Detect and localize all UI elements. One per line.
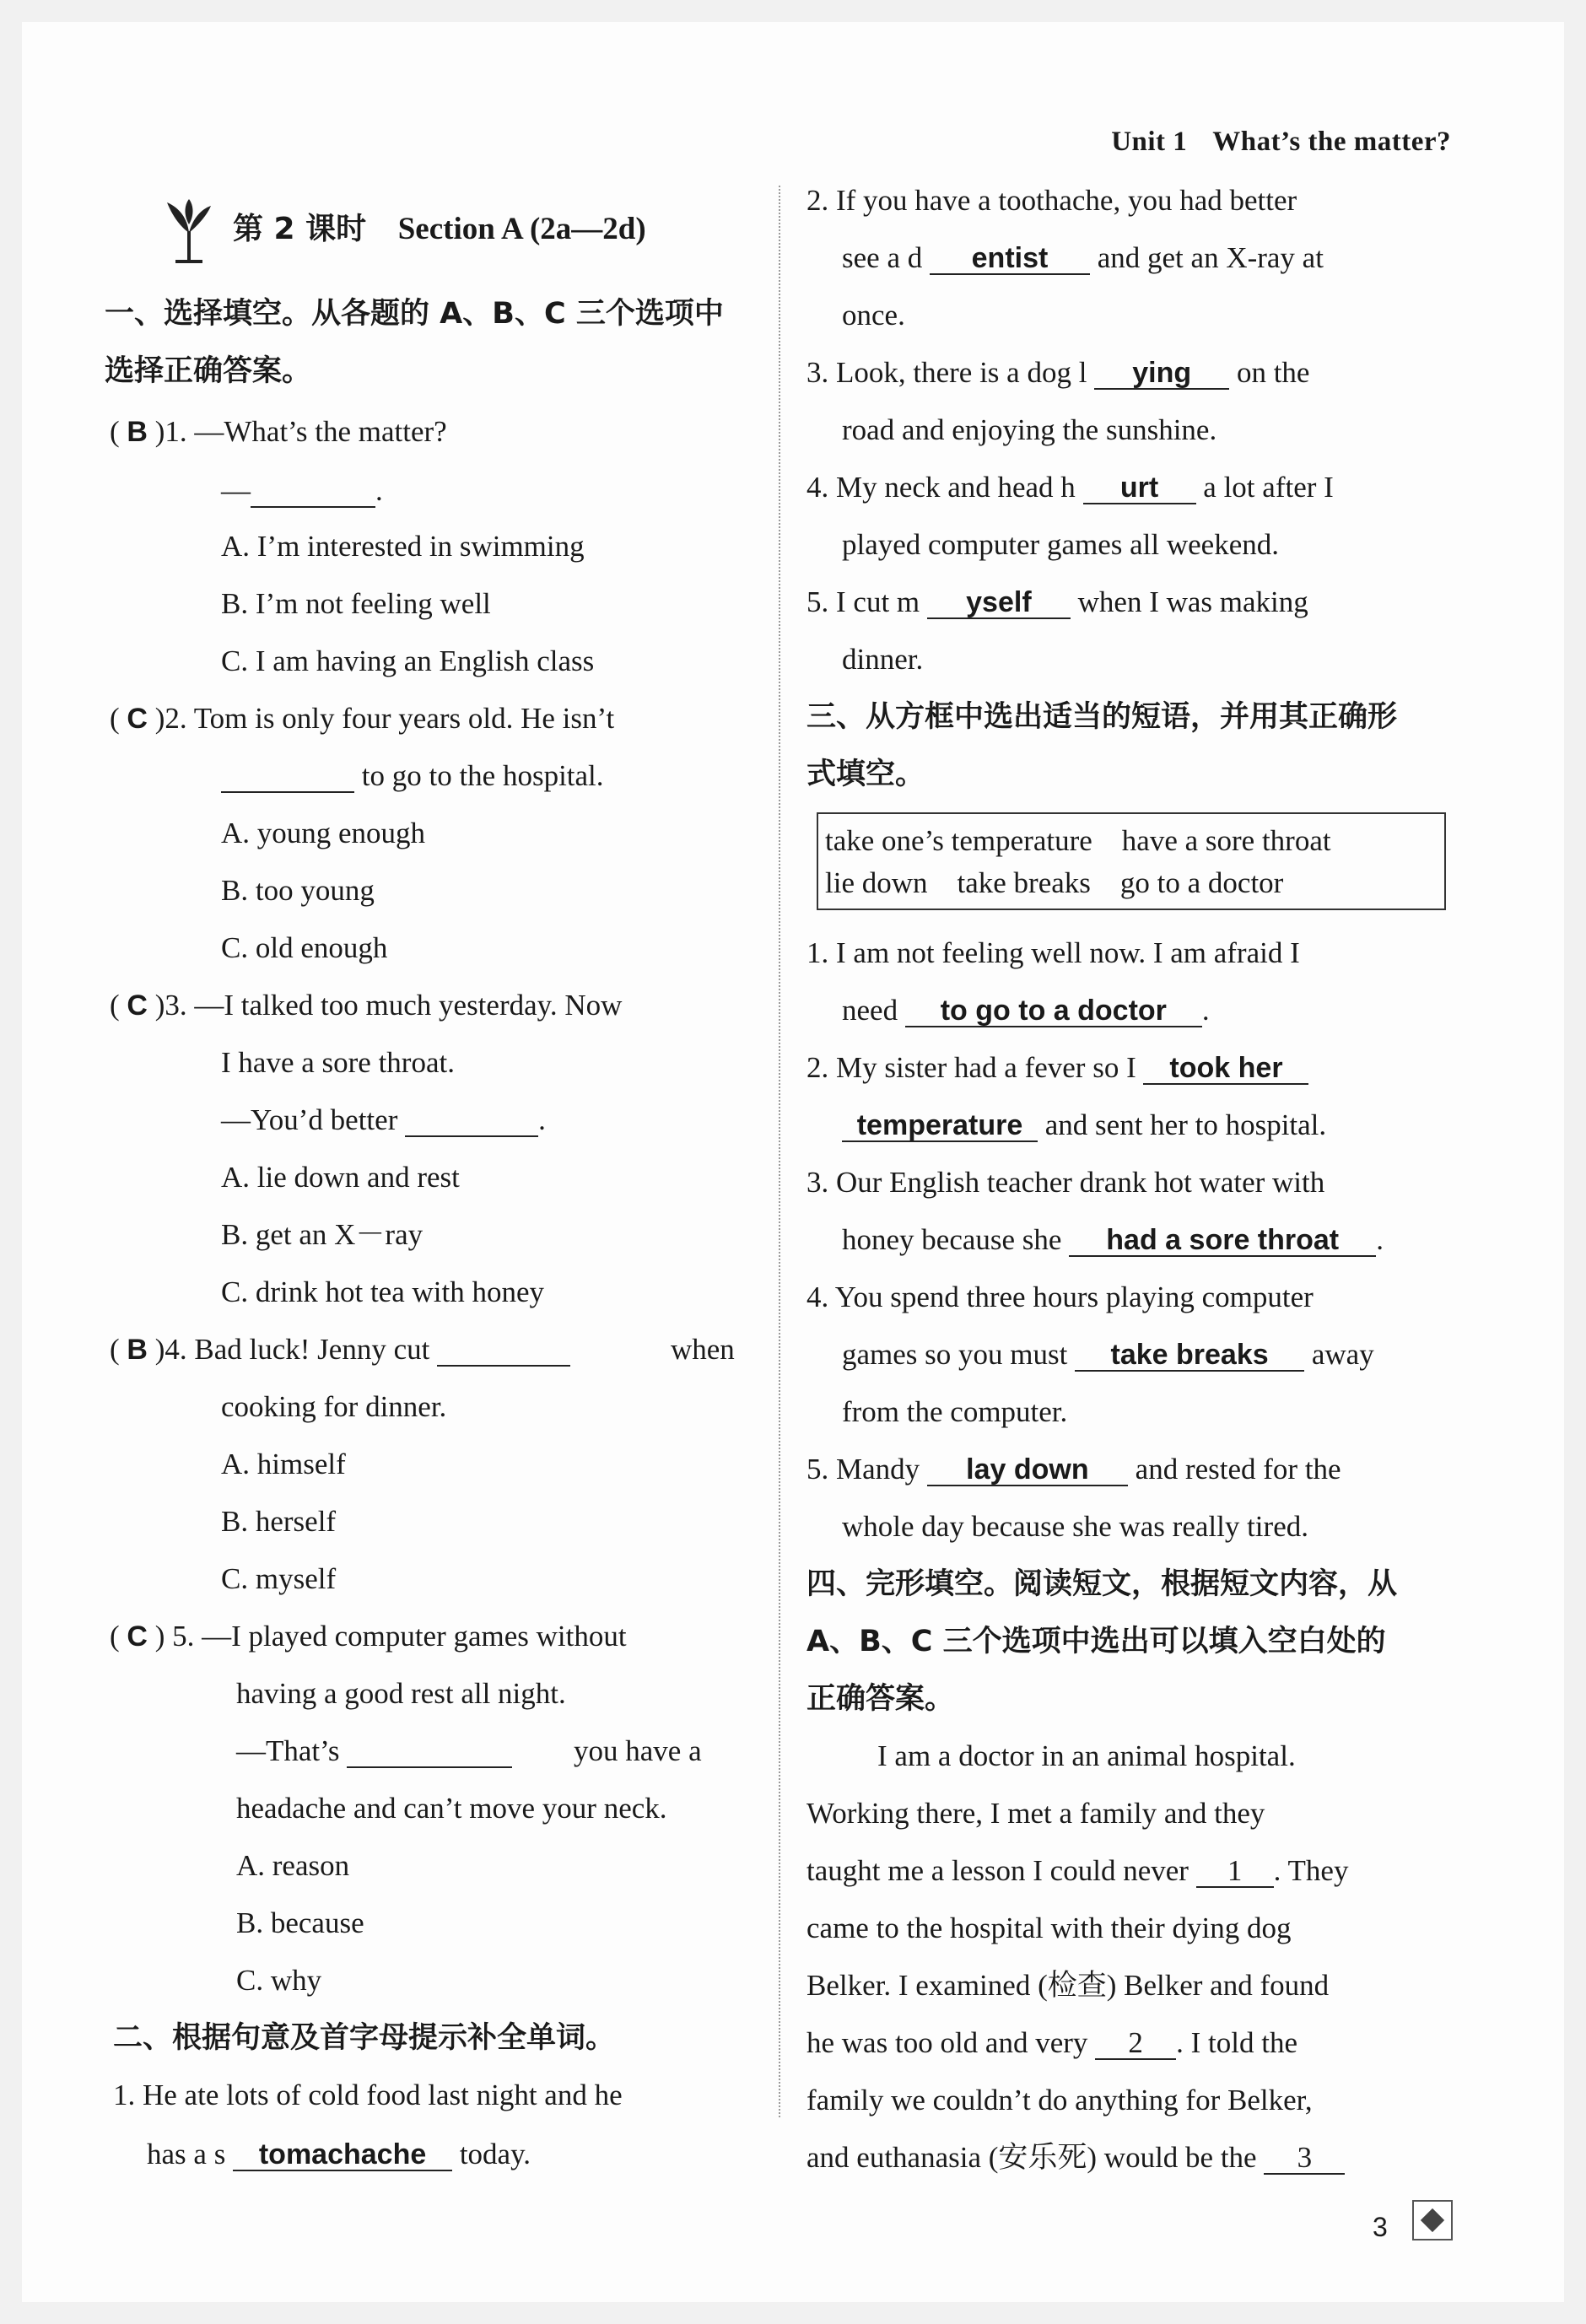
leaf-icon [165,199,213,263]
cloze-blank-3: 3 [1264,2143,1345,2175]
fill-word-2: 2. If you have a toothache, you had better [806,184,1297,217]
part2-heading: 二、根据句意及首字母提示补全单词。 [113,2021,616,2055]
option-a: A. young enough [221,817,426,849]
option-b: B. I’m not feeling well [221,587,491,620]
question-3: ( C )3. —I talked too much yesterday. Now [110,989,623,1022]
option-a: A. I’m interested in swimming [221,530,585,563]
option-b: B. get an X－ray [221,1218,423,1251]
passage-line: and euthanasia (安乐死) would be the 3 [806,2141,1345,2175]
option-c: C. myself [221,1562,337,1595]
question-1-blank-line: — . [221,474,383,507]
option-b: B. too young [221,874,375,907]
option-c: C. why [236,1964,322,1997]
lesson-title [233,213,646,246]
option-a: A. himself [221,1448,346,1480]
option-a: A. reason [236,1849,350,1882]
question-5-line4: headache and can’t move your neck. [236,1792,667,1825]
diamond-icon [1412,2200,1453,2240]
part4-heading-line2: A、B、C 三个选项中选出可以填入空白处的 [806,1625,1386,1658]
lesson-section: Section A (2a—2d) [397,212,646,246]
cloze-blank-1: 1 [1196,1856,1274,1888]
phrase-fill-4: 4. You spend three hours playing computer [806,1281,1314,1313]
option-c: C. old enough [221,931,388,964]
part1-heading: 一、选择填空。从各题的 A、B、C 三个选项中 [105,297,724,331]
fill-word-3-line2: road and enjoying the sunshine. [842,413,1217,446]
page-number: 3 [1373,2212,1388,2242]
phrase-fill-3: 3. Our English teacher drank hot water with [806,1166,1325,1199]
question-4: ( B )4. Bad luck! Jenny cut [110,1333,570,1367]
question-4-end: when [671,1333,735,1366]
blank [347,1736,512,1768]
blank [437,1335,570,1367]
phrase-fill-4-line2: games so you must take breaks away [842,1338,1374,1371]
part4-heading-line3: 正确答案。 [806,1682,955,1716]
question-3-line2: I have a sore throat. [221,1046,455,1079]
fill-word-1-line2: has a s tomachache today. [147,2138,531,2170]
phrase-fill-5: 5. Mandy lay down and rested for the [806,1453,1341,1486]
phrase-fill-1: 1. I am not feeling well now. I am afraid I [806,936,1300,969]
part4-heading: 四、完形填空。阅读短文，根据短文内容，从 [806,1567,1398,1601]
lesson-label: 第 2 课时 [233,212,367,246]
part1-heading-line2: 选择正确答案。 [105,354,312,388]
fill-word-5: 5. I cut m yself when I was making [806,585,1308,618]
question-5-line3-end: you have a [574,1734,702,1767]
phrase-fill-2-line2: temperature and sent her to hospital. [842,1108,1326,1142]
fill-word-4: 4. My neck and head h urt a lot after I [806,471,1334,504]
fill-word-1: 1. He ate lots of cold food last night and he [113,2079,623,2111]
option-c: C. drink hot tea with honey [221,1275,545,1308]
cloze-blank-2: 2 [1095,2028,1176,2060]
answer-letter: B [127,416,148,448]
blank [251,476,375,508]
question-5: ( C ) 5. —I played computer games without [110,1620,627,1653]
answer-blank: lay down [927,1454,1128,1486]
column-divider [779,186,780,2117]
fill-word-2-line3: once. [842,299,905,332]
phrase-box-row-1: take one’s temperature have a sore throat [825,824,1331,857]
passage-line: Belker. I examined (检查) Belker and found [806,1969,1330,2002]
passage-line: I am a doctor in an animal hospital. [877,1739,1296,1772]
question-5-line2: having a good rest all night. [236,1677,566,1710]
blank [405,1105,538,1137]
fill-word-2-line2: see a d entist and get an X-ray at [842,241,1324,274]
passage-line: Working there, I met a family and they [806,1797,1265,1830]
phrase-fill-3-line2: honey because she had a sore throat . [842,1223,1384,1256]
blank [221,761,354,793]
question-2-line2: to go to the hospital. [221,759,604,793]
passage-line: came to the hospital with their dying dog [806,1912,1292,1944]
fill-word-5-line2: dinner. [842,643,924,676]
passage-line: family we couldn’t do anything for Belker, [806,2084,1313,2116]
question-4-line2: cooking for dinner. [221,1390,447,1423]
phrase-box [817,812,1446,910]
phrase-fill-2: 2. My sister had a fever so I took her [806,1051,1308,1085]
running-header [1111,127,1451,158]
answer-blank: take breaks [1075,1340,1304,1372]
answer-blank: took her [1143,1053,1308,1085]
passage-line: taught me a lesson I could never 1 . They [806,1854,1349,1887]
option-a: A. lie down and rest [221,1161,460,1194]
passage-line: he was too old and very 2 . I told the [806,2026,1298,2059]
answer-blank: to go to a doctor [905,995,1202,1027]
fill-word-4-line2: played computer games all weekend. [842,528,1279,561]
answer-blank: yself [927,587,1071,619]
phrase-fill-4-line3: from the computer. [842,1395,1068,1428]
option-b: B. because [236,1906,364,1939]
phrase-box-row-2: lie down take breaks go to a doctor [825,866,1284,899]
header-unit: Unit 1 [1111,127,1188,157]
part3-heading-line2: 式填空。 [806,758,925,791]
question-1: ( B )1. —What’s the matter? [110,415,447,448]
header-title: What’s the matter? [1212,127,1451,157]
answer-blank: temperature [842,1110,1038,1142]
option-b: B. herself [221,1505,337,1538]
question-5-line3: —That’s [236,1734,512,1768]
answer-blank: urt [1083,472,1196,504]
answer-blank: tomachache [233,2139,452,2171]
option-c: C. I am having an English class [221,644,595,677]
answer-blank: entist [930,243,1090,275]
phrase-fill-1-line2: need to go to a doctor . [842,994,1210,1027]
answer-blank: ying [1094,358,1229,390]
phrase-fill-5-line2: whole day because she was really tired. [842,1510,1308,1543]
fill-word-3: 3. Look, there is a dog l ying on the [806,356,1310,389]
answer-blank: had a sore throat [1069,1225,1376,1257]
question-3-line3: —You’d better . [221,1103,546,1136]
question-2: ( C )2. Tom is only four years old. He isn’t [110,702,615,735]
part3-heading: 三、从方框中选出适当的短语，并用其正确形 [806,700,1398,734]
